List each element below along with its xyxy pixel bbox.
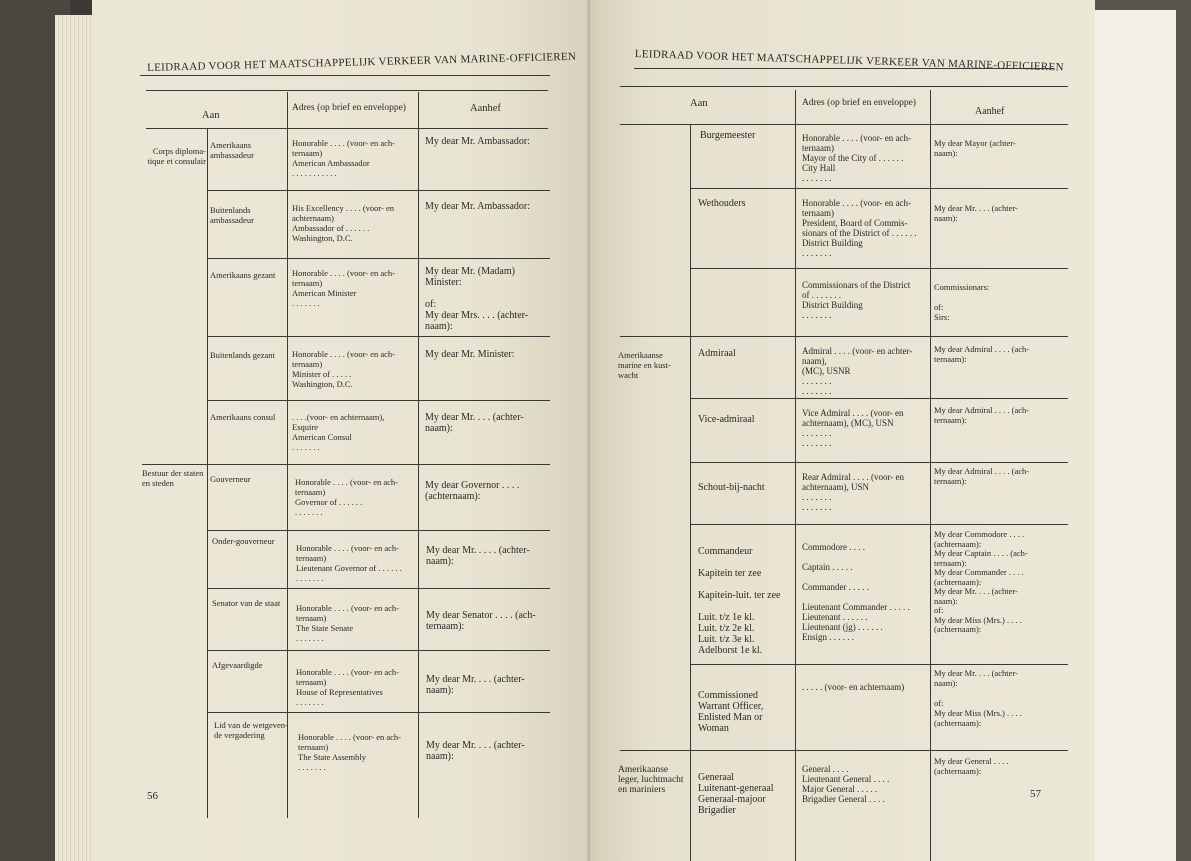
table-row-salutation: My dear Commodore . . . . (achternaam): My dear Captain . . . . (ach- ternaam): My dear Commander . . . . (achternaam): My dear Mr. . . . (achter- naam): of: My dear Miss (Mrs.) . . . . (achternaam): bbox=[934, 529, 1028, 634]
table-row-role: Senator van de staat bbox=[212, 598, 281, 608]
table-row-salutation: My dear Admiral . . . . (ach- ternaam): bbox=[934, 466, 1030, 486]
col-header-adres: Adres (op brief en enveloppe) bbox=[292, 103, 406, 113]
header-rule bbox=[140, 75, 550, 76]
table-row-salutation: My dear Mr. Ambassador: bbox=[425, 136, 530, 147]
table-row-salutation: My dear Mr. . . . . (achter- naam): bbox=[426, 545, 530, 567]
table-row-address: Admiral . . . . (voor- en achter- naam), (MC), USNR . . . . . . . . . . . . . . bbox=[802, 346, 913, 396]
row-rule bbox=[207, 588, 550, 589]
col-header-aanhef: Aanhef bbox=[470, 103, 501, 114]
table-row-address: Honorable . . . . (voor- en ach- ternaam) President, Board of Commis- sionars of the District of . . . . . . District Building . . . . . . . bbox=[802, 198, 917, 258]
table-row-role: Amerikaans gezant bbox=[210, 270, 276, 280]
table-row-role: Buitenlands gezant bbox=[210, 350, 275, 360]
col-divider bbox=[418, 92, 419, 818]
table-row-address: Honorable . . . . (voor- en ach- ternaam) Minister of . . . . . Washington, D.C. bbox=[292, 349, 395, 389]
row-rule bbox=[690, 524, 1068, 525]
running-header: LEIDRAAD VOOR HET MAATSCHAPPELIJK VERKEER VAN MARINE-OFFICIEREN bbox=[634, 48, 1064, 74]
table-row-salutation: My dear Mr. . . . (achter- naam): bbox=[426, 740, 525, 762]
table-row-salutation: My dear Mr. . . . (achter- naam): bbox=[934, 203, 1018, 223]
col-header-aan: Aan bbox=[202, 110, 220, 121]
table-row-salutation: My dear Mayor (achter- naam): bbox=[934, 138, 1016, 158]
col-header-rule bbox=[620, 124, 1068, 125]
table-row-role: Lid van de wetgeven- de vergadering bbox=[214, 720, 288, 740]
table-row-role: Vice-admiraal bbox=[698, 414, 755, 425]
running-header: LEIDRAAD VOOR HET MAATSCHAPPELIJK VERKEER VAN MARINE-OFFICIEREN bbox=[147, 50, 577, 74]
table-row-address: Commodore . . . . Captain . . . . . Commander . . . . . Lieutenant Commander . . . . . Lieutenant . . . . . . Lieutenant (jg) . . . . . . Ensign . . . . . . bbox=[802, 542, 910, 642]
page-number: 57 bbox=[1030, 788, 1041, 800]
table-row-role: Commissioned Warrant Officer, Enlisted Man or Woman bbox=[698, 690, 764, 734]
col-header-aan: Aan bbox=[690, 98, 708, 109]
table-row-role: Buitenlands ambassadeur bbox=[210, 205, 254, 225]
table-row-address: Honorable . . . . (voor- en ach- ternaam) Lieutenant Governor of . . . . . . . . . . . . . bbox=[296, 543, 402, 583]
page-number: 56 bbox=[147, 790, 158, 802]
table-row-salutation: My dear Mr. . . . (achter- naam): bbox=[426, 674, 525, 696]
table-top-rule bbox=[146, 90, 548, 91]
table-row-address: General . . . . Lieutenant General . . . . Major General . . . . . Brigadier General . . . . bbox=[802, 764, 890, 804]
table-row-role: Amerikaans ambassadeur bbox=[210, 140, 254, 160]
table-row-salutation: Commissionars: of: Sirs: bbox=[934, 282, 990, 322]
table-row-salutation: My dear General . . . . (achternaam): bbox=[934, 756, 1009, 776]
row-rule bbox=[207, 530, 550, 531]
col-divider bbox=[930, 90, 931, 861]
table-row-role: Generaal Luitenant-generaal Generaal-majoor Brigadier bbox=[698, 772, 774, 816]
col-header-adres: Adres (op brief en enveloppe) bbox=[802, 98, 916, 108]
group-label: Amerikaanse marine en kust- wacht bbox=[618, 350, 671, 380]
table-row-salutation: My dear Senator . . . . (ach- ternaam): bbox=[426, 610, 536, 632]
group-label: Amerikaanse leger, luchtmacht en mariniers bbox=[618, 765, 684, 795]
table-row-role: Afgevaardigde bbox=[212, 660, 263, 670]
row-rule bbox=[690, 664, 1068, 665]
table-row-address: Commissionars of the District of . . . . . . . District Building . . . . . . . bbox=[802, 280, 911, 320]
row-rule bbox=[620, 336, 1068, 337]
table-row-salutation: My dear Mr. Minister: bbox=[425, 349, 515, 360]
table-row-role: Admiraal bbox=[698, 348, 736, 359]
table-row-address: Honorable . . . . (voor- en ach- ternaam) House of Representatives . . . . . . . bbox=[296, 667, 399, 707]
table-row-salutation: My dear Mr. (Madam) Minister: of: My dear Mrs. . . . (achter- naam): bbox=[425, 266, 529, 332]
row-rule bbox=[207, 712, 550, 713]
table-row-role: Wethouders bbox=[698, 198, 746, 209]
row-rule bbox=[690, 462, 1068, 463]
row-rule bbox=[207, 336, 550, 337]
group-label: Bestuur der staten en steden bbox=[142, 468, 204, 488]
col-header-aanhef: Aanhef bbox=[975, 106, 1005, 117]
table-row-role: Amerikaans consul bbox=[210, 412, 276, 422]
row-rule bbox=[690, 398, 1068, 399]
table-row-address: . . . . . (voor- en achternaam) bbox=[802, 682, 905, 692]
group-label: Corps diploma- tique et consulair bbox=[147, 146, 206, 166]
row-rule bbox=[142, 464, 550, 465]
table-row-address: Honorable . . . . (voor- en ach- ternaam) American Minister . . . . . . . bbox=[292, 268, 395, 308]
table-row-address: Honorable . . . . (voor- en ach- ternaam) Mayor of the City of . . . . . . City Hall . . . . . . . bbox=[802, 133, 912, 183]
table-row-salutation: My dear Governor . . . . (achternaam): bbox=[425, 480, 520, 502]
header-rule bbox=[634, 68, 1054, 69]
table-row-salutation: My dear Mr. Ambassador: bbox=[425, 201, 530, 212]
row-rule bbox=[207, 650, 550, 651]
table-row-role: Gouverneur bbox=[210, 474, 251, 484]
table-top-rule bbox=[620, 86, 1068, 87]
left-page bbox=[92, 0, 590, 861]
row-rule bbox=[207, 190, 550, 191]
row-rule bbox=[690, 268, 1068, 269]
col-divider bbox=[287, 92, 288, 818]
table-row-address: Honorable . . . . (voor- en ach- ternaam) American Ambassador . . . . . . . . . . . bbox=[292, 138, 395, 178]
row-rule bbox=[620, 750, 1068, 751]
table-row-salutation: My dear Admiral . . . . (ach- ternaam): bbox=[934, 344, 1030, 364]
table-row-address: Honorable . . . . (voor- en ach- ternaam) The State Assembly . . . . . . . bbox=[298, 732, 401, 772]
table-row-salutation: My dear Admiral . . . . (ach- ternaam): bbox=[934, 405, 1030, 425]
table-row-role: Burgemeester bbox=[700, 130, 756, 141]
col-divider bbox=[795, 90, 796, 861]
table-row-salutation: My dear Mr. . . . (achter- naam): bbox=[425, 412, 524, 434]
table-row-address: . . . .(voor- en achternaam), Esquire American Consul . . . . . . . bbox=[292, 412, 385, 452]
table-row-role: Onder-gouverneur bbox=[212, 536, 275, 546]
table-row-address: Honorable . . . . (voor- en ach- ternaam) Governor of . . . . . . . . . . . . . bbox=[295, 477, 398, 517]
col-divider bbox=[207, 128, 208, 818]
table-row-role: Commandeur Kapitein ter zee Kapitein-luit. ter zee Luit. t/z 1e kl. Luit. t/z 2e kl. Luit. t/z 3e kl. Adelborst 1e kl. bbox=[698, 546, 781, 656]
table-row-role: Schout-bij-nacht bbox=[698, 482, 765, 493]
table-row-address: His Excellency . . . . (voor- en achternaam) Ambassador of . . . . . . Washington, D.C. bbox=[292, 203, 395, 243]
table-row-address: Rear Admiral . . . . (voor- en achternaam), USN . . . . . . . . . . . . . . bbox=[802, 472, 905, 512]
table-row-address: Vice Admiral . . . . (voor- en achternaam), (MC), USN . . . . . . . . . . . . . . bbox=[802, 408, 904, 448]
table-row-salutation: My dear Mr. . . . (achter- naam): of: My dear Miss (Mrs.) . . . . (achternaam): bbox=[934, 668, 1022, 728]
table-row-address: Honorable . . . . (voor- en ach- ternaam) The State Senate . . . . . . . bbox=[296, 603, 399, 643]
row-rule bbox=[207, 258, 550, 259]
right-page bbox=[590, 0, 1095, 861]
row-rule bbox=[690, 188, 1068, 189]
row-rule bbox=[207, 400, 550, 401]
page-edges bbox=[55, 15, 95, 861]
